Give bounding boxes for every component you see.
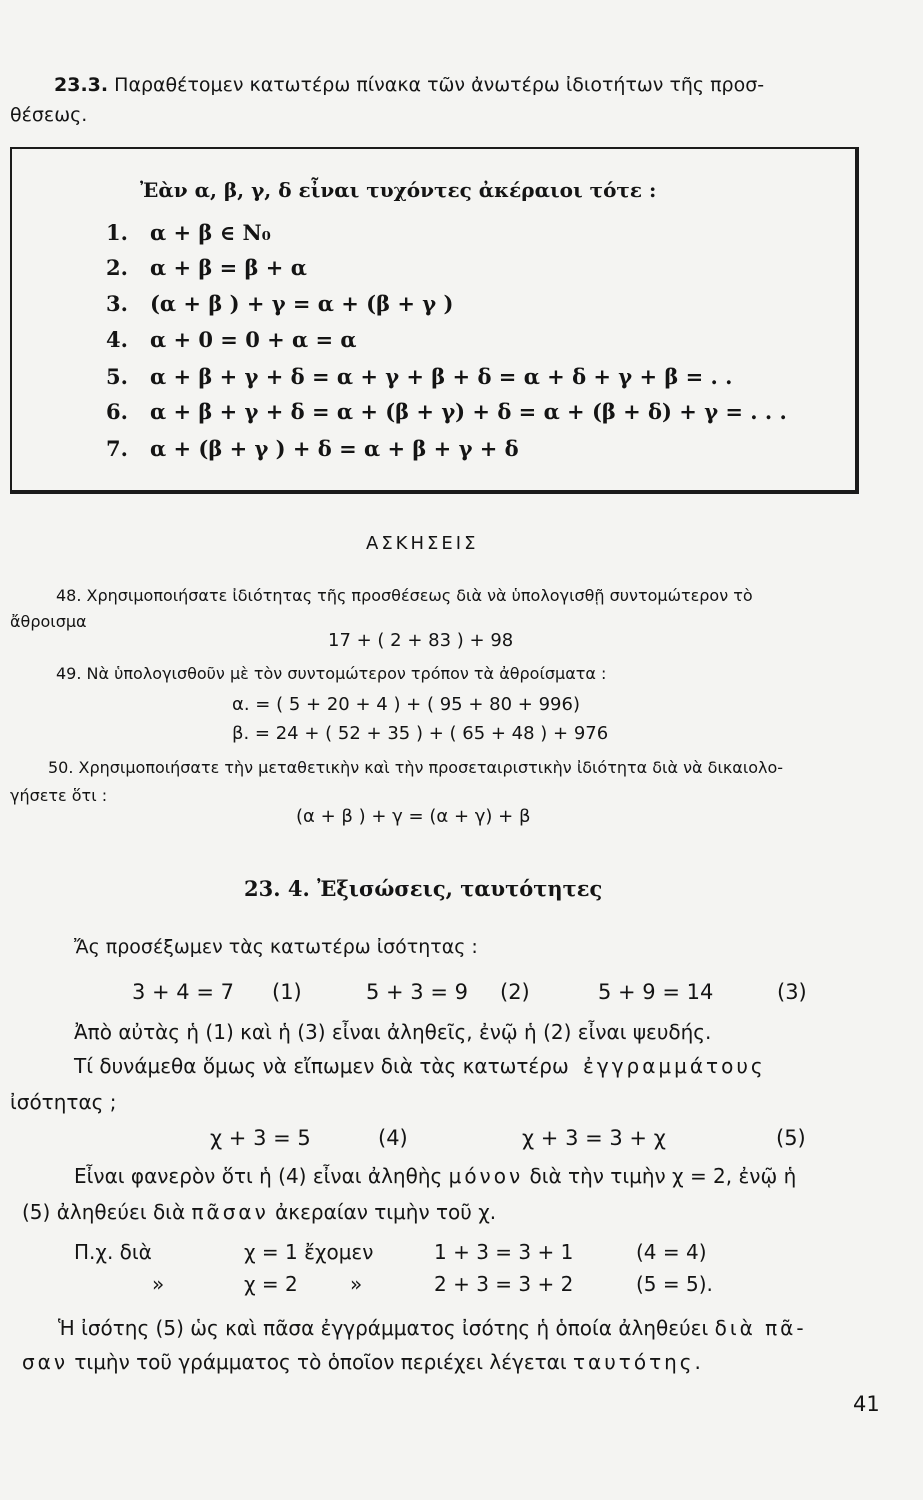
equalities-intro: Ἄς προσέξωμεν τὰς κατωτέρω ἰσότητας :: [74, 936, 478, 958]
exercises-heading: ΑΣΚΗΣΕΙΣ: [366, 533, 479, 554]
intro-continuation: θέσεως.: [10, 104, 88, 126]
explanation-line-1: [74, 1164, 796, 1188]
property-formula: α + β = β + α: [150, 255, 307, 280]
property-5: [106, 364, 732, 389]
property-7: [106, 436, 519, 461]
example-row-2-ditto: »: [350, 1272, 363, 1296]
identity-definition-line-2: [22, 1350, 704, 1374]
property-formula: α + (β + γ ) + δ = α + β + γ + δ: [150, 436, 519, 461]
definition-text: Ἡ ἰσότης (5) ὡς καὶ πᾶσα ἐγγράμματος ἰσότης ἡ ὁποία ἀληθεύει: [58, 1316, 709, 1340]
exercise-48-cont: ἄθροισμα: [10, 612, 87, 631]
truth-statement: Ἀπὸ αὐτὰς ἡ (1) καὶ ἡ (3) εἶναι ἀληθεῖς, ἐνῷ ἡ (2) εἶναι ψευδής.: [74, 1020, 712, 1044]
exercise-50-cont: γήσετε ὅτι :: [10, 786, 108, 805]
section-23-4-heading: 23. 4. Ἐξισώσεις, ταυτότητες: [244, 876, 603, 901]
property-number: 3.: [106, 291, 128, 316]
emphasized-term: μόνον: [448, 1164, 524, 1188]
equality-2-label: (2): [500, 980, 530, 1004]
example-row-2-label: »: [152, 1272, 165, 1296]
question-cont: ἰσότητας ;: [10, 1090, 117, 1114]
example-row-2-result: (5 = 5).: [636, 1272, 713, 1296]
property-number: 6.: [106, 399, 128, 424]
exercise-49: 49. Νὰ ὑπολογισθοῦν μὲ τὸν συντομώτερον τρόπον τὰ ἀθροίσματα :: [56, 664, 607, 683]
question-text: Τί δυνάμεθα ὅμως νὰ εἴπωμεν διὰ τὰς κατωτέρω: [74, 1054, 569, 1078]
explanation-text: διὰ τὴν τιμὴν χ = 2, ἐνῷ ἡ: [529, 1164, 797, 1188]
property-formula: (α + β ) + γ = α + (β + γ ): [150, 291, 454, 316]
exercise-50-expression: (α + β ) + γ = (α + γ) + β: [296, 806, 531, 827]
definition-text: τιμὴν τοῦ γράμματος τὸ ὁποῖον περιέχει λέγεται: [74, 1350, 567, 1374]
property-number: 1.: [106, 220, 128, 245]
properties-title: Ἐὰν α, β, γ, δ εἶναι τυχόντες ἀκέραιοι τότε :: [140, 178, 657, 202]
equality-3: 5 + 9 = 14: [598, 980, 714, 1004]
property-3: [106, 291, 453, 316]
emphasized-term: ταυτότης.: [573, 1350, 704, 1374]
explanation-line-2: [22, 1200, 496, 1224]
property-formula: α + β ∈ N₀: [150, 220, 271, 245]
equation-4-label: (4): [378, 1126, 408, 1150]
equality-2: 5 + 3 = 9: [366, 980, 468, 1004]
exercise-49-b: β. = 24 + ( 52 + 35 ) + ( 65 + 48 ) + 976: [232, 723, 609, 744]
property-formula: α + β + γ + δ = α + γ + β + δ = α + δ + γ + β = . .: [150, 364, 733, 389]
example-row-1-label: Π.χ. διὰ: [74, 1240, 152, 1264]
property-4: [106, 327, 357, 352]
property-6: [106, 399, 787, 424]
explanation-text: (5) ἀληθεύει διὰ: [22, 1200, 186, 1224]
property-formula: α + 0 = 0 + α = α: [150, 327, 357, 352]
exercise-48-expression: 17 + ( 2 + 83 ) + 98: [328, 630, 514, 651]
emphasized-term: σαν: [22, 1350, 69, 1374]
property-formula: α + β + γ + δ = α + (β + γ) + δ = α + (β + δ) + γ = . . .: [150, 399, 787, 424]
equation-5: χ + 3 = 3 + χ: [522, 1126, 666, 1150]
property-number: 5.: [106, 364, 128, 389]
section-23-3-intro: [54, 74, 764, 96]
question-line: [74, 1054, 766, 1078]
property-number: 7.: [106, 436, 128, 461]
property-1: [106, 220, 271, 245]
page-number: 41: [853, 1392, 880, 1416]
exercise-50: 50. Χρησιμοποιήσατε τὴν μεταθετικὴν καὶ τὴν προσεταιριστικὴν ἰδιότητα διὰ νὰ δικαιολο-: [48, 758, 784, 777]
equality-1: 3 + 4 = 7: [132, 980, 234, 1004]
equation-4: χ + 3 = 5: [210, 1126, 311, 1150]
identity-definition-line-1: [58, 1316, 807, 1340]
intro-text: Παραθέτομεν κατωτέρω πίνακα τῶν ἀνωτέρω ἰδιοτήτων τῆς προσ-: [114, 74, 765, 96]
example-row-2-equation: 2 + 3 = 3 + 2: [434, 1272, 574, 1296]
example-row-1-result: (4 = 4): [636, 1240, 707, 1264]
explanation-text: Εἶναι φανερὸν ὅτι ἡ (4) εἶναι ἀληθὴς: [74, 1164, 443, 1188]
equality-3-label: (3): [777, 980, 807, 1004]
example-row-1-value: χ = 1 ἔχομεν: [244, 1240, 374, 1264]
emphasized-term: πᾶσαν: [191, 1200, 269, 1224]
equality-1-label: (1): [272, 980, 302, 1004]
example-row-1-equation: 1 + 3 = 3 + 1: [434, 1240, 574, 1264]
emphasized-term: διὰ πᾶ-: [714, 1316, 807, 1340]
exercise-48: 48. Χρησιμοποιήσατε ἰδιότητας τῆς προσθέσεως διὰ νὰ ὑπολογισθῇ συντομώτερον τὸ: [56, 586, 753, 605]
example-row-2-value: χ = 2: [244, 1272, 298, 1296]
emphasized-term: ἐγγραμμάτους: [583, 1054, 766, 1078]
property-number: 4.: [106, 327, 128, 352]
explanation-text: ἀκεραίαν τιμὴν τοῦ χ.: [275, 1200, 497, 1224]
property-2: [106, 255, 307, 280]
equation-5-label: (5): [776, 1126, 806, 1150]
section-number: 23.3.: [54, 74, 109, 96]
exercise-49-a: α. = ( 5 + 20 + 4 ) + ( 95 + 80 + 996): [232, 694, 580, 715]
property-number: 2.: [106, 255, 128, 280]
